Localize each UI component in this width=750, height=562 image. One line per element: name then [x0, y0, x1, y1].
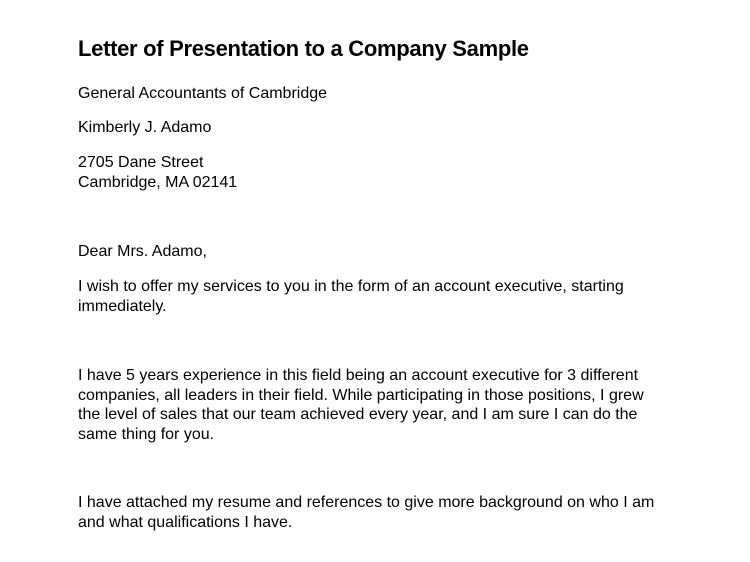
paragraph-line: companies, all leaders in their field. While participating in those positions, I grew: [78, 386, 644, 404]
paragraph-line: I wish to offer my services to you in the form of an account executive, starting: [78, 278, 624, 295]
paragraph-line: I have 5 years experience in this field being an account executive for 3 different: [78, 367, 639, 384]
paragraph-line: same thing for you.: [78, 425, 215, 443]
paragraph-line: immediately.: [78, 297, 167, 315]
address-line-1: 2705 Dane Street: [78, 154, 204, 171]
page-title: Letter of Presentation to a Company Sample: [78, 36, 529, 61]
paragraph-line: I have attached my resume and references to give more background on who I am: [78, 494, 655, 511]
paragraph-1: [78, 277, 728, 316]
paragraph-2: [78, 366, 728, 444]
salutation: Dear Mrs. Adamo,: [78, 243, 207, 260]
recipient-address: [78, 153, 728, 192]
paragraph-line: the level of sales that our team achieved every year, and I am sure I can do the: [78, 406, 638, 423]
company-name: General Accountants of Cambridge: [78, 85, 328, 102]
paragraph-line: and what qualifications I have.: [78, 513, 293, 531]
recipient-name: Kimberly J. Adamo: [78, 119, 212, 136]
paragraph-3: [78, 493, 728, 532]
address-line-2: Cambridge, MA 02141: [78, 173, 238, 191]
